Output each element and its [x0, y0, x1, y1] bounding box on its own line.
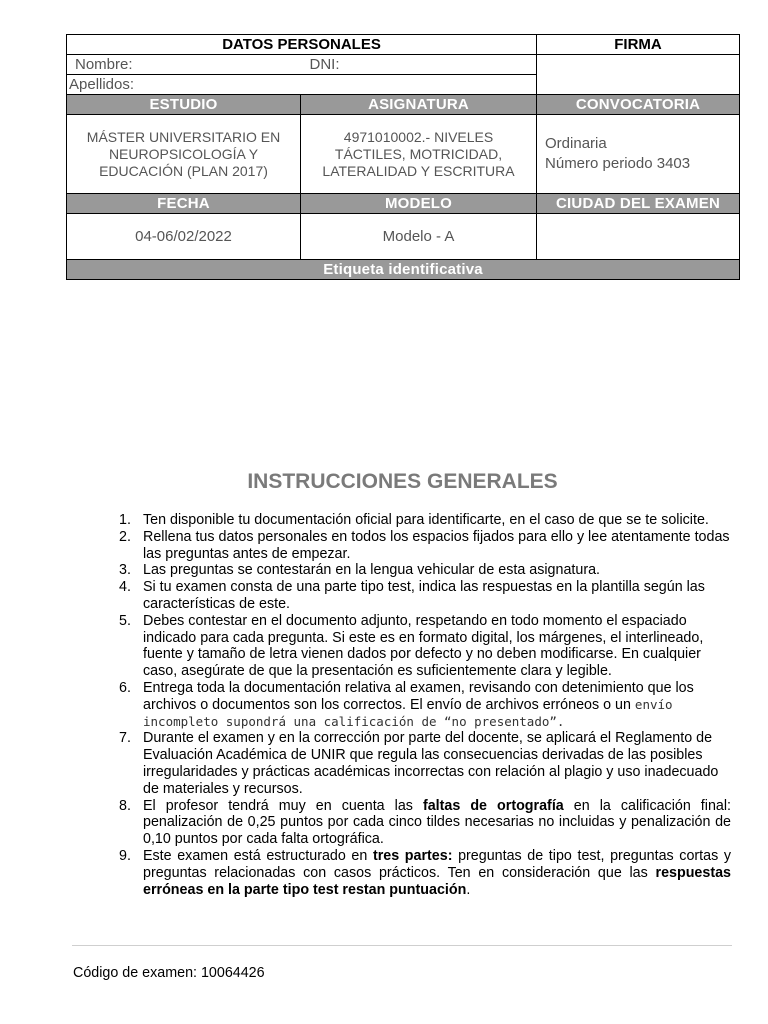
convocatoria-value: Ordinaria Número periodo 3403	[537, 115, 740, 194]
dni-label: DNI:	[309, 56, 340, 73]
list-item: 9. Este examen está estructurado en tres partes: preguntas de tipo test, preguntas cortas y preguntas relacionadas con casos prácticos. Ten en consideración que las respuestas erróneas en la parte tipo test restan puntuación.	[119, 847, 731, 898]
list-item: 2. Rellena tus datos personales en todos los espacios fijados para ello y lee atentamente todas las preguntas antes de empezar.	[119, 528, 730, 562]
exam-header-table	[66, 34, 740, 280]
footer-divider	[72, 945, 732, 946]
instructions-title: INSTRUCCIONES GENERALES	[247, 470, 558, 493]
firma-field[interactable]	[537, 55, 740, 95]
estudio-heading: ESTUDIO	[67, 95, 301, 115]
modelo-heading: MODELO	[301, 194, 537, 214]
apellidos-row[interactable]	[67, 75, 537, 95]
list-item: 6. Entrega toda la documentación relativa al examen, revisando con detenimiento que los archivos o documentos son los correctos. El envío de archivos erróneos o un envío incompleto supondrá una calificación de “no presentado”.	[119, 679, 694, 729]
fecha-value: 04-06/02/2022	[67, 214, 301, 260]
convocatoria-heading: CONVOCATORIA	[537, 95, 740, 115]
asignatura-value: 4971010002.- NIVELES TÁCTILES, MOTRICIDAD, LATERALIDAD Y ESCRITURA	[301, 115, 537, 194]
modelo-value: Modelo - A	[301, 214, 537, 260]
estudio-value: MÁSTER UNIVERSITARIO EN NEUROPSICOLOGÍA Y EDUCACIÓN (PLAN 2017)	[67, 115, 301, 194]
ciudad-heading: CIUDAD DEL EXAMEN	[537, 194, 740, 214]
ciudad-field[interactable]	[537, 214, 740, 260]
list-item: 3. Las preguntas se contestarán en la lengua vehicular de esta asignatura.	[119, 562, 601, 579]
list-item: 4. Si tu examen consta de una parte tipo test, indica las respuestas en la plantilla según las características de este.	[119, 579, 705, 612]
etiqueta-identificativa: Etiqueta identificativa	[67, 260, 740, 280]
firma-heading: FIRMA	[537, 35, 740, 55]
exam-code: Código de examen: 10064426	[73, 965, 265, 981]
datos-personales-heading: DATOS PERSONALES	[67, 35, 537, 55]
fecha-heading: FECHA	[67, 194, 301, 214]
asignatura-heading: ASIGNATURA	[301, 95, 537, 115]
list-item: 1. Ten disponible tu documentación oficial para identificarte, en el caso de que se te solicite.	[119, 512, 709, 528]
nombre-label: Nombre:	[75, 56, 133, 73]
apellidos-label: Apellidos:	[69, 76, 135, 93]
instructions-list	[117, 512, 731, 898]
list-item: 5. Debes contestar en el documento adjunto, respetando en todo momento el espaciado indicado para cada pregunta. Si este es en formato digital, los márgenes, el interlineado, fuente y tamaño de letra vienen dados por defecto y no deben modificarse. En cualquier caso, asegúrate de que la presentación es suficientemente clara y legible.	[119, 612, 704, 680]
list-item: 8. El profesor tendrá muy en cuenta las faltas de ortografía en la calificación final: penalización de 0,25 puntos por cada cinco tildes necesarias no incluidas y penalización de 0,10 puntos por cada falta ortográfica.	[119, 797, 731, 848]
nombre-dni-row[interactable]	[67, 55, 537, 75]
list-item: 7. Durante el examen y en la corrección por parte del docente, se aplicará el Reglamento de Evaluación Académica de UNIR que regula las consecuencias derivadas de las posibles irregularidades y prácticas académicas incorrectas con relación al plagio y uso inadecuado de materiales y recursos.	[119, 730, 719, 797]
